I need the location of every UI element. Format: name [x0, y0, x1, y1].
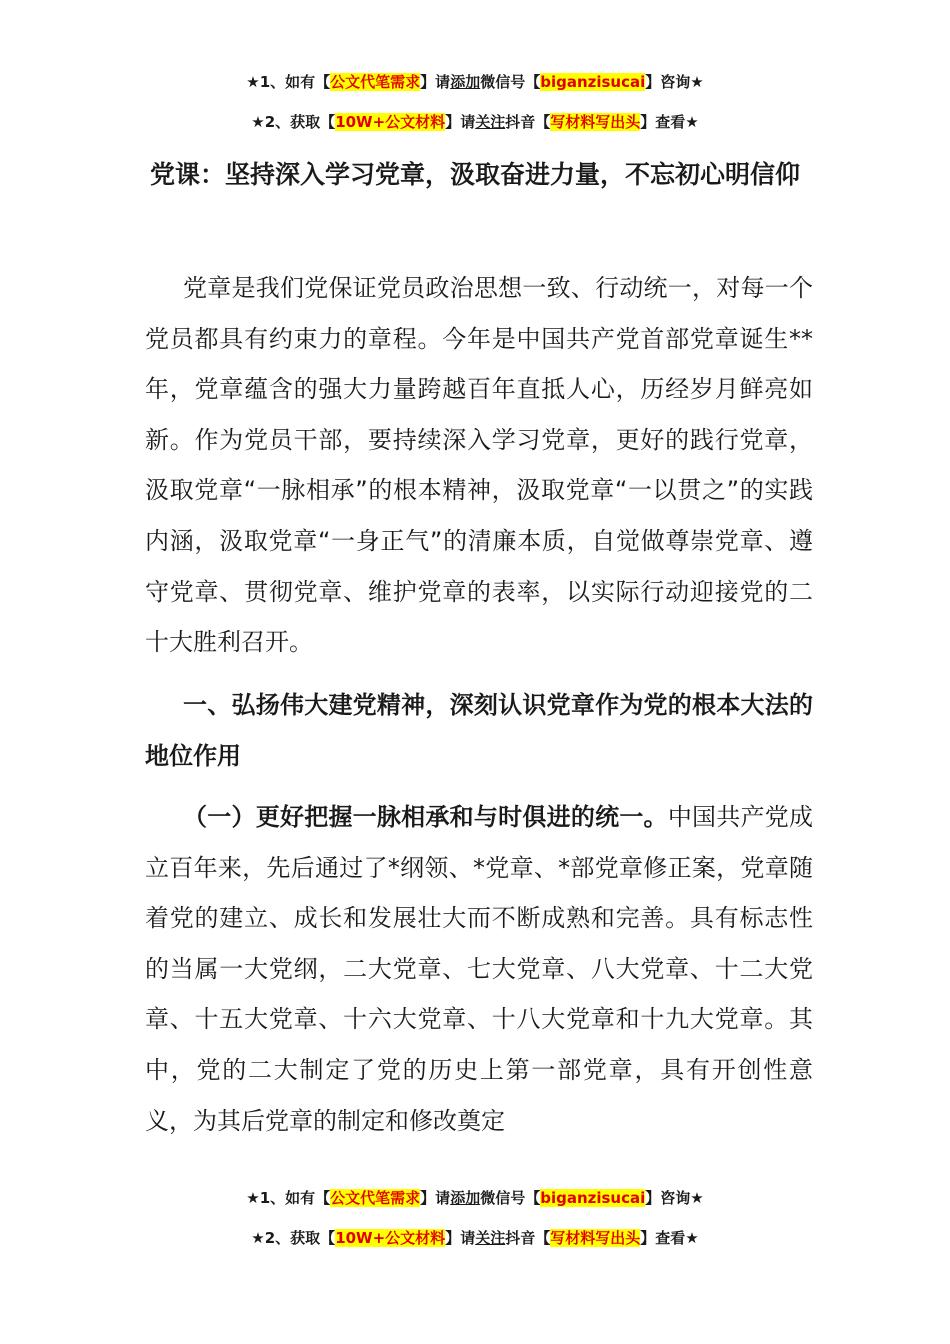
top-promo-banner	[0, 62, 950, 142]
promo-line-1	[0, 62, 950, 102]
document-title: 党课：坚持深入学习党章，汲取奋进力量，不忘初心明信仰	[149, 160, 800, 189]
promo-highlight: 10W+公文材料	[335, 1229, 446, 1247]
promo-text: 抖音【	[505, 113, 551, 131]
promo-highlight: biganzisucai	[540, 73, 646, 91]
promo-underline: 添加	[450, 73, 481, 91]
promo-text: 】请	[420, 1189, 451, 1207]
promo-text: ★2、获取【	[251, 113, 336, 131]
subsection-body: 中国共产党成立百年来，先后通过了*纲领、*党章、*部党章修正案，党章随着党的建立、成长和发展壮大而不断成熟和完善。具有标志性的当属一大党纲，二大党章、七大党章、八大党章、十二大党章、十五大党章、十六大党章、十八大党章和十九大党章。其中，党的二大制定了党的历史上第一部党章，具有开创性意义，为其后党章的制定和修改奠定	[145, 803, 814, 1135]
promo-text: 】请	[445, 1229, 476, 1247]
promo-text: 】咨询★	[645, 73, 704, 91]
promo-text: ★1、如有【	[246, 73, 331, 91]
promo-text: 】查看★	[640, 1229, 699, 1247]
promo-text: 微信号【	[480, 73, 541, 91]
promo-underline: 关注	[475, 1229, 506, 1247]
promo-text: ★2、获取【	[251, 1229, 336, 1247]
subsection-lead: （一）更好把握一脉相承和与时俱进的统一。	[183, 803, 668, 831]
promo-highlight: 公文代笔需求	[330, 1189, 421, 1207]
promo-highlight: 写材料写出头	[550, 1229, 641, 1247]
promo-text: 微信号【	[480, 1189, 541, 1207]
promo-text: 】咨询★	[645, 1189, 704, 1207]
promo-text: ★1、如有【	[246, 1189, 331, 1207]
promo-highlight: 写材料写出头	[550, 113, 641, 131]
promo-highlight: 公文代笔需求	[330, 73, 421, 91]
subsection-paragraph	[145, 792, 813, 1146]
promo-line-2	[0, 1218, 950, 1258]
promo-text: 抖音【	[505, 1229, 551, 1247]
promo-line-1	[0, 1178, 950, 1218]
bottom-promo-banner	[0, 1178, 950, 1258]
section-heading: 一、弘扬伟大建党精神，深刻认识党章作为党的根本大法的地位作用	[145, 691, 813, 770]
promo-underline: 添加	[450, 1189, 481, 1207]
promo-highlight: biganzisucai	[540, 1189, 646, 1207]
promo-line-2	[0, 102, 950, 142]
promo-text: 】请	[445, 113, 476, 131]
intro-paragraph: 党章是我们党保证党员政治思想一致、行动统一，对每一个党员都具有约束力的章程。今年是中国共产党首部党章诞生**年，党章蕴含的强大力量跨越百年直抵人心，历经岁月鲜亮如新。作为党员干部，要持续深入学习党章，更好的践行党章，汲取党章“一脉相承”的根本精神，汲取党章“一以贯之”的实践内涵，汲取党章“一身正气”的清廉本质，自觉做尊崇党章、遵守党章、贯彻党章、维护党章的表率，以实际行动迎接党的二十大胜利召开。	[145, 274, 813, 657]
promo-text: 】查看★	[640, 113, 699, 131]
promo-highlight: 10W+公文材料	[335, 113, 446, 131]
promo-text: 】请	[420, 73, 451, 91]
promo-underline: 关注	[475, 113, 506, 131]
